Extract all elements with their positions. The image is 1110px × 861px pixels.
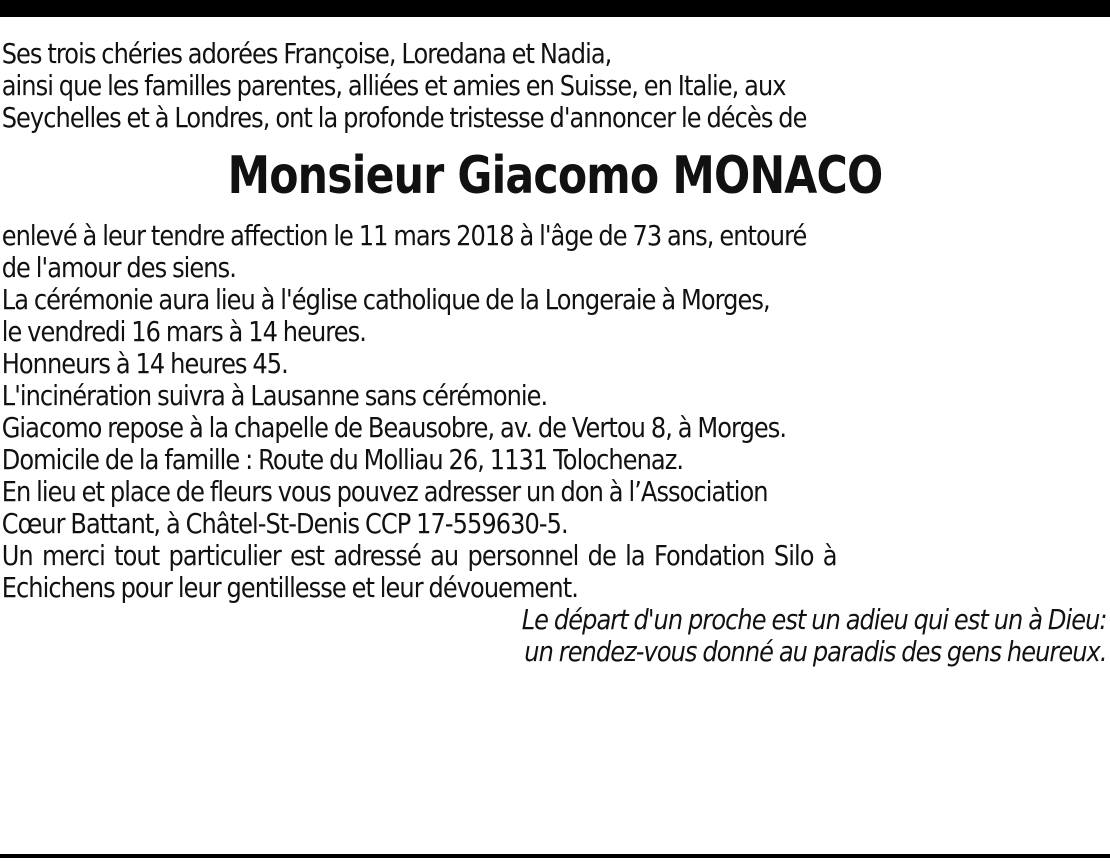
body-line: Honneurs à 14 heures 45. bbox=[1, 347, 288, 380]
intro-line: Ses trois chéries adorées Françoise, Loredana et Nadia, bbox=[1, 37, 612, 70]
body-line: de l'amour des siens. bbox=[1, 251, 236, 284]
intro-line: Seychelles et à Londres, ont la profonde tristesse d'annoncer le décès de bbox=[1, 101, 807, 134]
body-line: Echichens pour leur gentillesse et leur dévouement. bbox=[1, 571, 578, 604]
body-line: La cérémonie aura lieu à l'église catholique de la Longeraie à Morges, bbox=[1, 283, 770, 316]
top-rule bbox=[0, 0, 1110, 17]
quote-line: Le départ d'un proche est un adieu qui est un à Dieu: bbox=[521, 603, 1107, 636]
body-line: Giacomo repose à la chapelle de Beausobre, av. de Vertou 8, à Morges. bbox=[1, 411, 787, 444]
bottom-rule bbox=[0, 854, 1110, 858]
body-line: En lieu et place de fleurs vous pouvez adresser un don à l’Association bbox=[1, 475, 768, 508]
intro-line: ainsi que les familles parentes, alliées et amies en Suisse, en Italie, aux bbox=[1, 69, 786, 102]
obituary-notice bbox=[0, 38, 1110, 668]
body-line: L'incinération suivra à Lausanne sans cérémonie. bbox=[1, 379, 548, 412]
body-line: enlevé à leur tendre affection le 11 mars 2018 à l'âge de 73 ans, entouré bbox=[1, 219, 807, 252]
intro-paragraph bbox=[0, 38, 1110, 134]
body-line: Un merci tout particulier est adressé au personnel de la Fondation Silo à bbox=[1, 539, 837, 572]
body-line: Domicile de la famille : Route du Molliau 26, 1131 Tolochenaz. bbox=[1, 443, 684, 476]
deceased-name: Monsieur Giacomo MONACO bbox=[227, 146, 883, 206]
body-line: le vendredi 16 mars à 14 heures. bbox=[1, 315, 366, 348]
body-paragraph bbox=[0, 220, 1110, 604]
closing-quote bbox=[0, 604, 1110, 668]
quote-line: un rendez-vous donné au paradis des gens heureux. bbox=[524, 635, 1107, 668]
body-line: Cœur Battant, à Châtel-St-Denis CCP 17-559630-5. bbox=[1, 507, 568, 540]
